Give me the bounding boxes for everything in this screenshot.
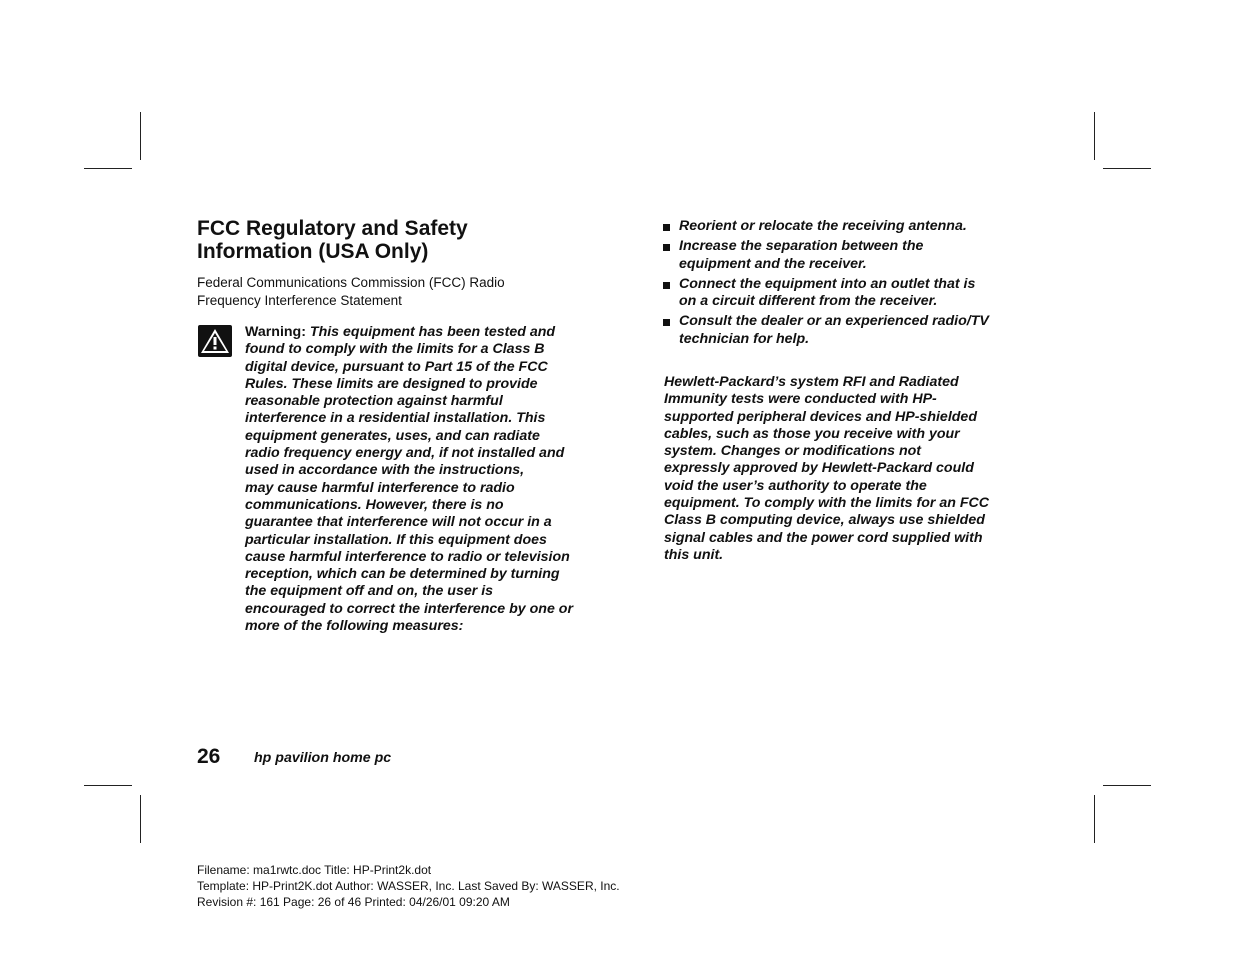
- crop-mark-top-left-horizontal: [84, 168, 132, 169]
- metadata-line-2: Template: HP-Print2K.dot Author: WASSER, Inc. Last Saved By: WASSER, Inc.: [197, 879, 620, 893]
- bullet-square-icon: [663, 319, 670, 326]
- crop-mark-bottom-left-horizontal: [84, 785, 132, 786]
- crop-mark-top-right-horizontal: [1103, 168, 1151, 169]
- warning-label: Warning:: [245, 324, 306, 340]
- crop-mark-bottom-right-vertical: [1094, 795, 1095, 843]
- list-item: Consult the dealer or an experienced radio/TV technician for help.: [662, 313, 992, 348]
- bullet-square-icon: [663, 282, 670, 289]
- metadata-line-1: Filename: ma1rwtc.doc Title: HP-Print2k.dot: [197, 863, 432, 877]
- measures-list: [662, 218, 992, 351]
- page-subtitle: Federal Communications Commission (FCC) Radio Frequency Interference Statement: [197, 275, 505, 308]
- warning-paragraph: [245, 324, 575, 635]
- list-item: Increase the separation between the equipment and the receiver.: [662, 238, 992, 273]
- hp-statement: Hewlett-Packard’s system RFI and Radiated Immunity tests were conducted with HP-supported peripheral devices and HP-shielded cables, such as those you receive with your system. Changes or modifications not expressly approved by Hewlett-Packard could void the user’s authority to operate the equipment. To comply with the limits for an FCC Class B computing device, always use shielded signal cables and the power cord supplied with this unit.: [664, 374, 990, 563]
- warning-text: This equipment has been tested and found to comply with the limits for a Class B digital device, pursuant to Part 15 of the FCC Rules. These limits are designed to provide reasonable protection against harmful interference in a residential installation. This equipment generates, uses, and can radiate radio frequency energy and, if not installed and used in accordance with the instructions,: [245, 324, 565, 479]
- list-item: Reorient or relocate the receiving antenna.: [662, 218, 992, 235]
- warning-text-continued: may cause harmful interference to radio communications. However, there is no guarantee that interference will not occur in a particular installation. If this equipment does cause harmful interference to radio or television reception, which can be determined by turning the equipment off and on, the user is encouraged to correct the interference by one or more of the following measures:: [245, 479, 573, 635]
- warning-triangle-icon: [198, 325, 232, 357]
- page-number: 26: [197, 745, 221, 768]
- crop-mark-top-left-vertical: [140, 112, 141, 160]
- crop-mark-bottom-left-vertical: [140, 795, 141, 843]
- page-title: FCC Regulatory and Safety Information (USA Only): [197, 217, 468, 263]
- bullet-square-icon: [663, 224, 670, 231]
- document-metadata: [197, 862, 620, 910]
- list-item: Connect the equipment into an outlet that is on a circuit different from the receiver.: [662, 276, 992, 311]
- crop-mark-top-right-vertical: [1094, 112, 1095, 160]
- crop-mark-bottom-right-horizontal: [1103, 785, 1151, 786]
- metadata-line-3: Revision #: 161 Page: 26 of 46 Printed: 04/26/01 09:20 AM: [197, 895, 510, 909]
- bullet-square-icon: [663, 244, 670, 251]
- footer-book-title: hp pavilion home pc: [254, 750, 392, 766]
